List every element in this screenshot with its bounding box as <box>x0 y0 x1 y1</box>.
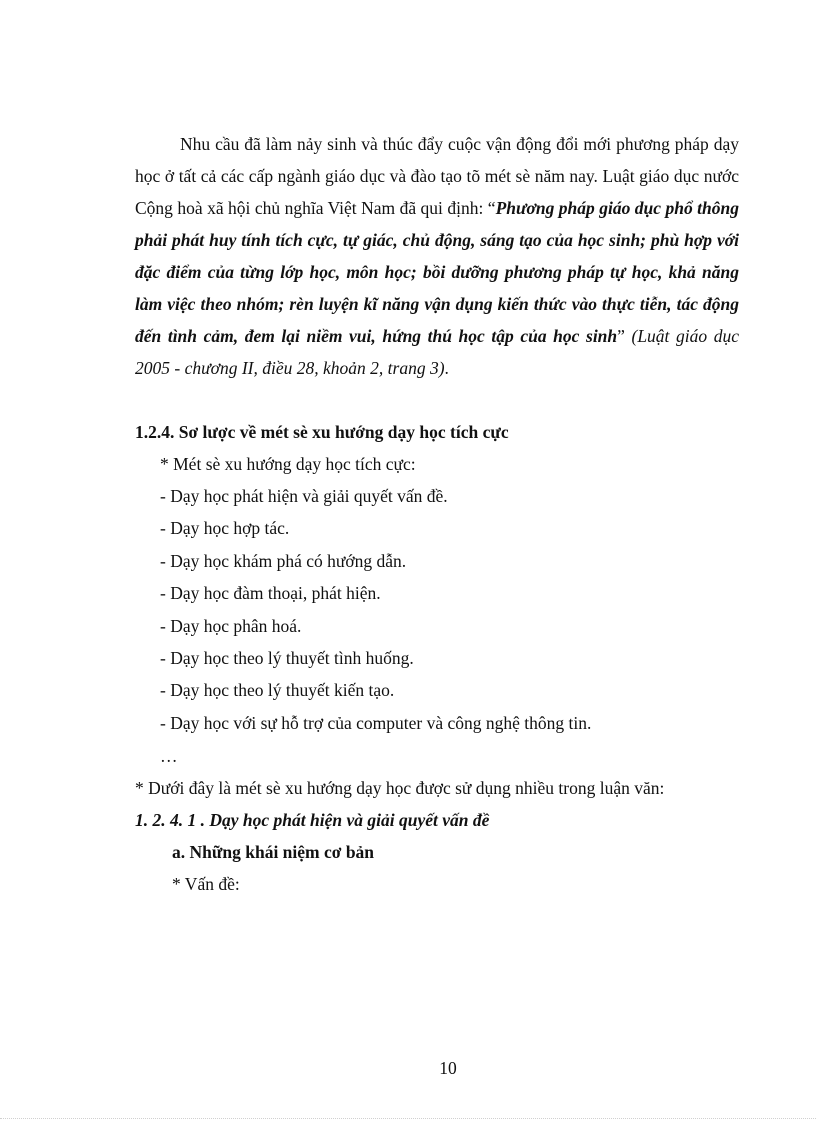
page-number: 10 <box>439 1058 457 1078</box>
quote-close: ” <box>617 326 632 346</box>
list-item: - Dạy học khám phá có hướng dẫn. <box>160 550 407 571</box>
list-item: - Dạy học theo lý thuyết tình huống. <box>160 648 414 669</box>
list-item: - Dạy học phân hoá. <box>160 615 302 636</box>
paragraph-end: . <box>444 358 449 378</box>
page-bottom-divider <box>0 1118 816 1119</box>
list-item: - Dạy học phát hiện và giải quyết vấn đề. <box>160 486 448 506</box>
concepts-heading: a. Những khái niệm cơ bản <box>172 842 375 862</box>
law-citation: (Luật giáo dục 2005 - chương II, điều 28, khoản 2, trang 3) <box>135 326 739 378</box>
list-item: - Dạy học đàm thoại, phát hiện. <box>160 583 381 604</box>
law-quote: Phương pháp giáo dục phổ thông phải phát huy tính tích cực, tự giác, chủ động, sáng tạo của học sinh; phù hợp với đặc điểm của từng lớp học, môn học; bồi dưỡng phương pháp tự học, khả năng làm việc theo nhóm; rèn luyện kĩ năng vận dụng kiến thức vào thực tiễn, tác động đến tình cảm, đem lại niềm vui, hứng thú học tập của học sinh <box>135 198 739 346</box>
list-item: - Dạy học theo lý thuyết kiến tạo. <box>160 680 395 701</box>
section-heading: 1.2.4. Sơ lược về mét sè xu hướng dạy học tích cực <box>135 422 509 442</box>
list-item: - Dạy học hợp tác. <box>160 518 290 539</box>
paragraph-intro-text: Nhu cầu đã làm nảy sinh và thúc đẩy cuộc vận động đổi mới phương pháp dạy học ở tất cả các cấp ngành giáo dục và đào tạo tõ mét sè năm nay. Luật giáo dục nước Cộng hoà xã hội chủ nghĩa Việt Nam đã qui định: “ <box>135 134 739 218</box>
subsection-heading: 1. 2. 4. 1 . Dạy học phát hiện và giải quyết vấn đề <box>135 810 490 830</box>
list-item: - Dạy học với sự hỗ trợ của computer và công nghệ thông tin. <box>160 712 592 733</box>
trend-list <box>160 480 591 739</box>
opening-paragraph <box>135 128 739 384</box>
section-intro: * Mét sè xu hướng dạy học tích cực: <box>160 454 416 474</box>
problem-label: * Vấn đề: <box>172 874 240 894</box>
thesis-trends-intro: * Dưới đây là mét sè xu hướng dạy học được sử dụng nhiều trong luận văn: <box>135 778 665 798</box>
list-ellipsis: … <box>160 746 178 766</box>
